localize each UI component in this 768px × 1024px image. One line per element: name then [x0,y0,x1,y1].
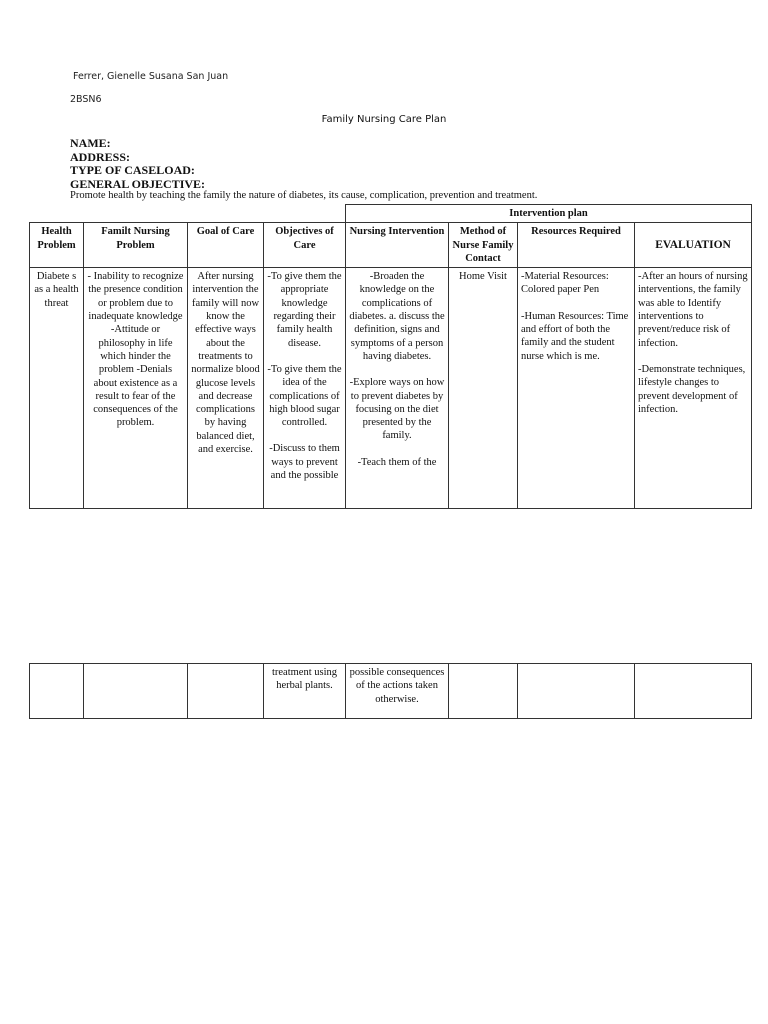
cell-family-nursing-problem: - Inability to recognize the presence condition or problem due to inadequate knowledge -Attitude or philosophy in life which hinder the problem -Denials about existence as a result to fear of the consequences of the problem. [87,271,184,429]
cell-health-problem [30,664,84,719]
cell-health-problem: Diabete s as a health threat [34,271,79,309]
objective-item: -Discuss to them ways to prevent and the possible [269,443,340,482]
caseload-label: TYPE OF CASELOAD: [70,163,195,177]
intervention-plan-header: Intervention plan [346,205,752,223]
intervention-item: -Teach them of the [357,456,437,468]
intervention-plan-row [30,205,752,223]
objective-label: GENERAL OBJECTIVE: [70,176,206,191]
resource-item: -Material Resources: Colored paper Pen [521,271,609,296]
cell-goal-of-care [188,664,264,719]
objective-item: -To give them the idea of the complications of high blood sugar controlled. [267,363,342,429]
objective-item: -To give them the appropriate knowledge regarding their family health disease. [267,271,342,349]
col-objectives-of-care: Objectives of Care [264,223,346,268]
evaluation-item: -Demonstrate techniques, lifestyle changes to prevent development of infection. [638,363,746,415]
col-family-nursing-problem: Familt Nursing Problem [84,223,188,268]
cell-objectives-of-care [267,270,342,506]
cell-resources-required [518,664,635,719]
col-goal-of-care: Goal of Care [188,223,264,268]
cell-nursing-intervention: possible consequences of the actions taken otherwise. [346,664,449,719]
col-nursing-intervention: Nursing Intervention [346,223,449,268]
document-title: Family Nursing Care Plan [321,114,447,125]
cell-resources-required [521,270,631,506]
plan-fields [70,137,205,191]
col-health-problem: Health Problem [30,223,84,268]
col-evaluation: EVALUATION [635,223,752,268]
cell-objectives-of-care: treatment using herbal plants. [264,664,346,719]
name-label: NAME: [70,136,111,150]
header-row [30,223,752,268]
cell-evaluation [635,664,752,719]
col-method-of-contact: Method of Nurse Family Contact [449,223,518,268]
intervention-item: -Explore ways on how to prevent diabetes by focusing on the diet presented by the family. [349,377,445,442]
col-resources-required: Resources Required [518,223,635,268]
cell-evaluation [638,270,748,506]
care-plan-table [29,204,752,509]
cell-goal-of-care: After nursing intervention the family will now know the effective ways about the treatments to normalize blood glucose levels and decrease complications by having balanced diet, and exercise. [191,271,260,456]
intervention-item: -Broaden the knowledge on the complications of diabetes. a. discuss the definition, signs and symptoms of a person having diabetes. [349,271,445,362]
general-objective-text: Promote health by teaching the family the nature of diabetes, its cause, complication, prevention and treatment. [70,190,538,201]
evaluation-item: -After an hours of nursing interventions, the family was able to Identify interventions to prevent/reduce risk of infection. [638,271,748,349]
care-plan-table-continued [29,663,752,719]
resource-item: -Human Resources: Time and effort of both the family and the student nurse which is me. [521,310,629,362]
section-code: 2BSN6 [70,94,102,105]
cell-method-of-contact: Home Visit [459,271,507,283]
table-row [30,268,752,509]
cell-nursing-intervention [349,270,445,506]
cell-method-of-contact [449,664,518,719]
cell-family-nursing-problem [84,664,188,719]
table-row [30,664,752,719]
address-label: ADDRESS: [70,149,131,164]
author-name: Ferrer, Gienelle Susana San Juan [73,71,229,82]
